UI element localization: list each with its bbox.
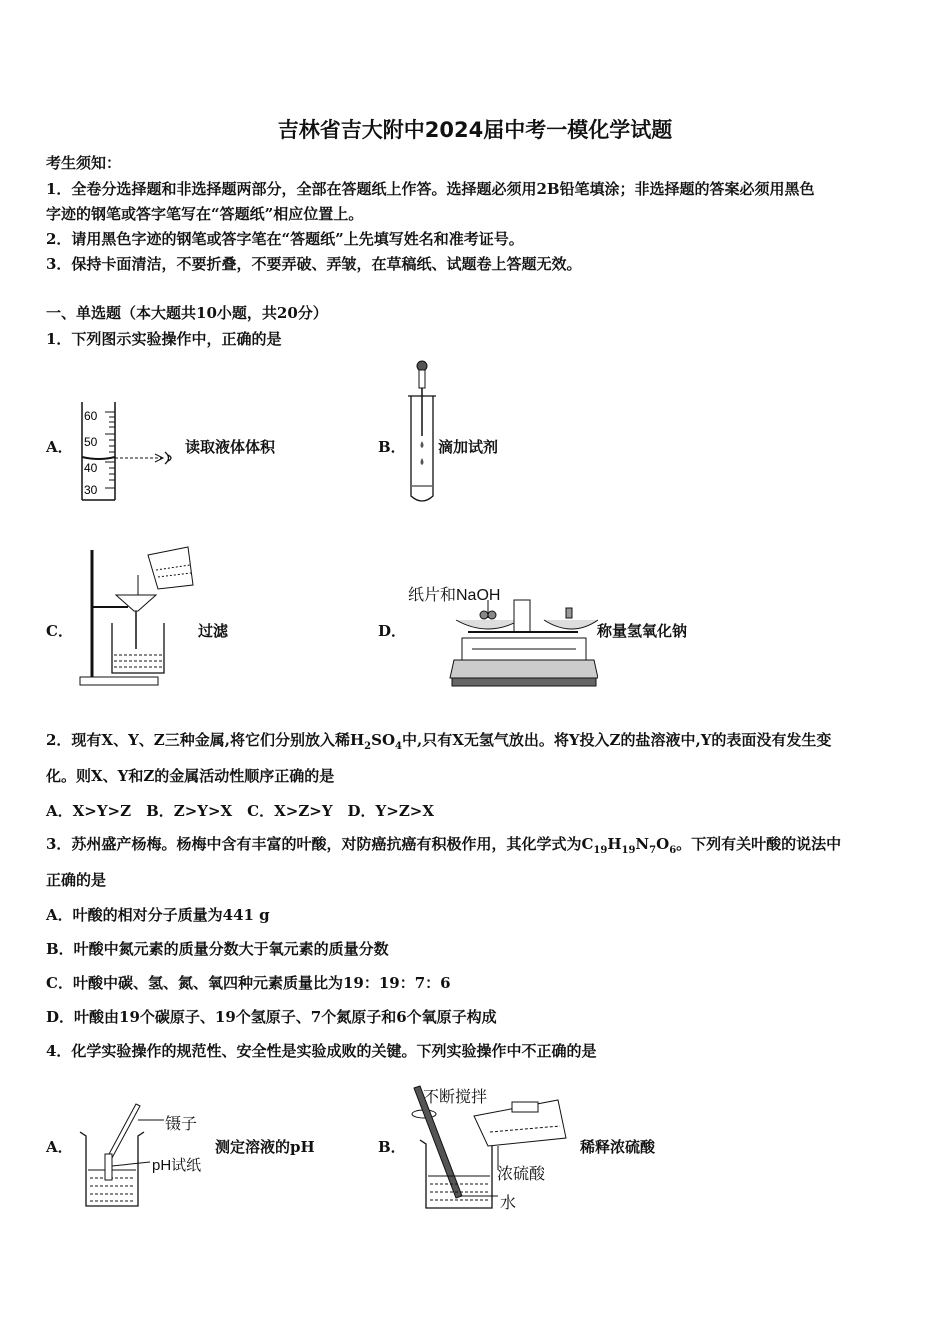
q2-stem-a: 2．现有X、Y、Z三种金属,将它们分别放入稀$H_2SO_4$中,只有X无氢气放出。将Y投入Z的盐溶液中,Y的表面没有发生变 [46,731,832,752]
q4-b-letter: B． [378,1138,406,1156]
notice-line-1b: 字迹的钢笔或答字笔写在“答题纸”相应位置上。 [46,205,364,223]
q3-option-b: B．叶酸中氮元素的质量分数大于氧元素的质量分数 [46,940,389,958]
q1-stem: 1．下列图示实验操作中，正确的是 [46,330,282,348]
cylinder-tick-60: 60 [84,409,98,423]
q1-b-letter: B． [378,438,406,456]
label-ph-paper: pH试纸 [152,1157,202,1174]
q1-c-letter: C． [46,622,73,640]
cylinder-tick-30: 30 [84,483,98,497]
q4-a-text: 测定溶液的pH [215,1138,315,1156]
notice-line-2: 2．请用黑色字迹的钢笔或答字笔在“答题纸”上先填写姓名和准考证号。 [46,230,524,248]
notice-heading: 考生须知： [46,154,122,172]
q1-a-letter: A． [46,438,73,456]
cylinder-tick-40: 40 [84,461,98,475]
q4-stem: 4．化学实验操作的规范性、安全性是实验成败的关键。下列实验操作中不正确的是 [46,1042,597,1060]
q3-option-a: A．叶酸的相对分子质量为441 g [46,906,270,924]
dropper-test-tube-figure [402,358,442,508]
balance-figure [448,598,598,693]
cylinder-tick-50: 50 [84,435,98,449]
q1-a-text: 读取液体体积 [185,438,276,456]
q4-a-letter: A． [46,1138,73,1156]
notice-line-1a: 1．全卷分选择题和非选择题两部分，全部在答题纸上作答。选择题必须用2B铅笔填涂；非选择题的答案必须用黑色 [46,180,815,198]
label-concentrated-acid: 浓硫酸 [497,1166,546,1183]
q3-option-d: D．叶酸由19个碳原子、19个氢原子、7个氮原子和6个氧原子构成 [46,1008,497,1026]
q1-c-text: 过滤 [198,622,229,640]
q4-b-text: 稀释浓硫酸 [580,1138,656,1156]
q3-stem-b: 正确的是 [46,871,107,889]
q2-stem-b: 化。则X、Y和Z的金属活动性顺序正确的是 [46,767,335,785]
filtration-figure [78,545,198,690]
label-water: 水 [500,1195,517,1212]
q3-option-c: C．叶酸中碳、氢、氮、氧四种元素质量比为19：19：7：6 [46,974,451,992]
q3-stem-a: 3．苏州盛产杨梅。杨梅中含有丰富的叶酸，对防癌抗癌有积极作用，其化学式为$C_{19}H_{19}N_7O_6$。下列有关叶酸的说法中 [46,835,842,856]
page-title: 吉林省吉大附中2024届中考一模化学试题 [277,118,673,142]
q2-options: A．X>Y>Z B．Z>Y>X C．X>Z>Y D．Y>Z>X [46,802,434,820]
balance-label: 纸片和NaOH [408,587,501,604]
section-heading: 一、单选题（本大题共10小题，共20分） [46,304,328,322]
graduated-cylinder-figure [75,400,185,505]
q1-d-letter: D． [378,622,407,640]
label-stir: 不断搅拌 [423,1089,488,1106]
label-tweezers: 镊子 [165,1116,198,1133]
q1-b-text: 滴加试剂 [438,438,499,456]
q1-d-text: 称量氢氧化钠 [597,622,688,640]
notice-line-3: 3．保持卡面清洁，不要折叠，不要弄破、弄皱，在草稿纸、试题卷上答题无效。 [46,255,582,273]
